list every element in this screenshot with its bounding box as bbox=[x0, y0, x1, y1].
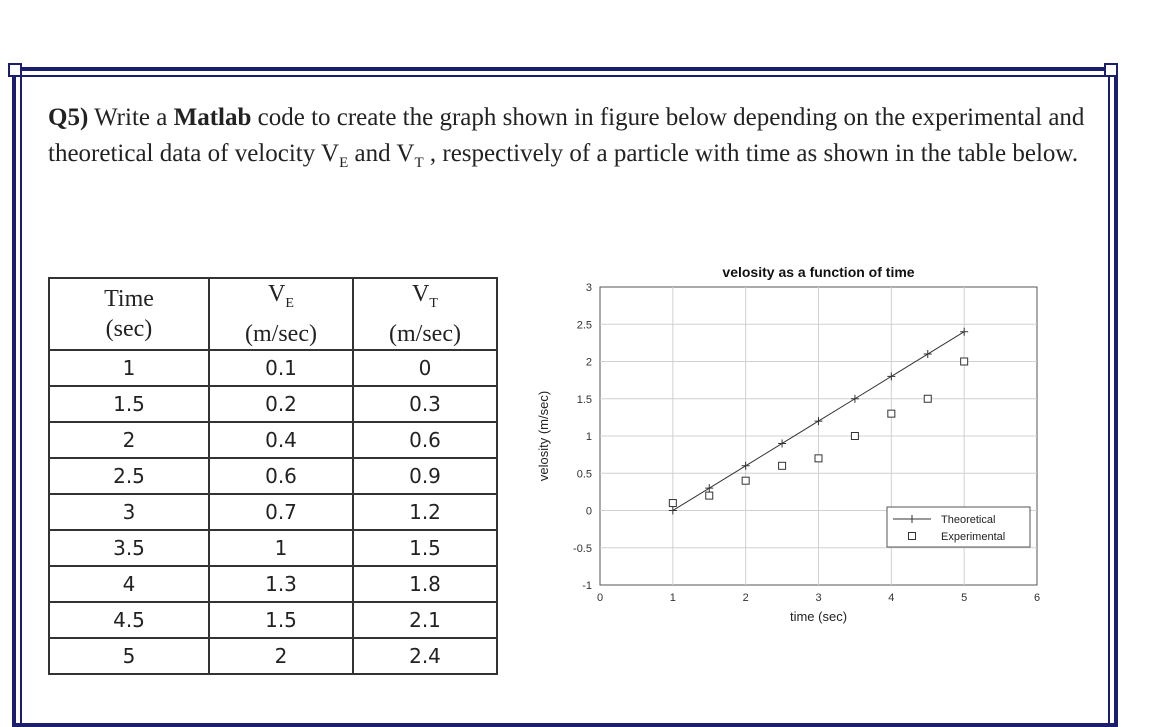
y-tick-label: 2 bbox=[585, 356, 592, 369]
x-tick-label: 0 bbox=[596, 592, 604, 604]
x-tick-label: 2 bbox=[742, 592, 749, 604]
border-corner-top-right bbox=[1104, 63, 1118, 77]
header-time: Time (sec) bbox=[49, 278, 209, 350]
question-number: Q5) bbox=[48, 104, 89, 131]
data-point-experimental bbox=[779, 462, 786, 469]
legend-entry: Experimental bbox=[941, 531, 1006, 543]
data-point-experimental bbox=[669, 500, 676, 507]
table-row: 4.5 1.5 2.1 bbox=[49, 602, 497, 638]
data-point-experimental bbox=[706, 492, 713, 499]
data-point-experimental bbox=[742, 477, 749, 484]
table-row: 1.5 0.2 0.3 bbox=[49, 386, 497, 422]
table-row: 4 1.3 1.8 bbox=[49, 566, 497, 602]
question-text: Q5) Write a Matlab code to create the graph shown in figure below depending on the experimental and theoretical data of velocity $V_E$ and $V_T$ , respectively of a particle with time as shown in the table below. bbox=[48, 104, 1085, 171]
table-row: 3 0.7 1.2 bbox=[49, 494, 497, 530]
x-tick-label: 4 bbox=[888, 592, 895, 604]
y-tick-label: 0 bbox=[585, 505, 592, 518]
table-row: 3.5 1 1.5 bbox=[49, 530, 497, 566]
x-tick-label: 6 bbox=[1033, 592, 1041, 604]
x-tick-label: 1 bbox=[669, 592, 676, 604]
table-row: 1 0.1 0 bbox=[49, 350, 497, 386]
y-tick-label: 1 bbox=[585, 431, 592, 443]
border-corner-top-left bbox=[8, 63, 22, 77]
table-header-row bbox=[49, 278, 497, 350]
table-row: 2 0.4 0.6 bbox=[49, 422, 497, 458]
x-tick-label: 3 bbox=[815, 592, 822, 604]
table-row: 5 2 2.4 bbox=[49, 638, 497, 674]
y-tick-label: 1.5 bbox=[576, 393, 592, 406]
y-tick-label: -0.5 bbox=[573, 542, 592, 555]
data-table bbox=[48, 277, 498, 675]
x-axis-label: time (sec) bbox=[789, 609, 848, 624]
table-row: 2.5 0.6 0.9 bbox=[49, 458, 497, 494]
y-tick-label: 3 bbox=[585, 282, 592, 294]
y-tick-label: -1 bbox=[582, 580, 592, 592]
y-tick-label: 2.5 bbox=[576, 319, 592, 332]
header-ve: $V_E$ (m/sec) bbox=[209, 278, 353, 350]
data-point-experimental bbox=[924, 395, 931, 402]
header-vt: $V_T$ (m/sec) bbox=[353, 278, 497, 350]
data-point-experimental bbox=[888, 410, 895, 417]
data-point-experimental bbox=[851, 433, 858, 440]
chart-title: velosity as a function of time bbox=[722, 264, 915, 280]
y-tick-label: 0.5 bbox=[576, 468, 592, 481]
matlab-word: Matlab bbox=[173, 104, 252, 131]
velocity-chart bbox=[530, 255, 1050, 655]
legend-marker bbox=[909, 533, 916, 540]
legend-entry: Theoretical bbox=[941, 514, 996, 526]
data-point-experimental bbox=[961, 358, 968, 365]
y-axis-label: velosity (m/sec) bbox=[536, 390, 551, 482]
x-tick-label: 5 bbox=[961, 592, 968, 604]
data-point-experimental bbox=[815, 455, 822, 462]
